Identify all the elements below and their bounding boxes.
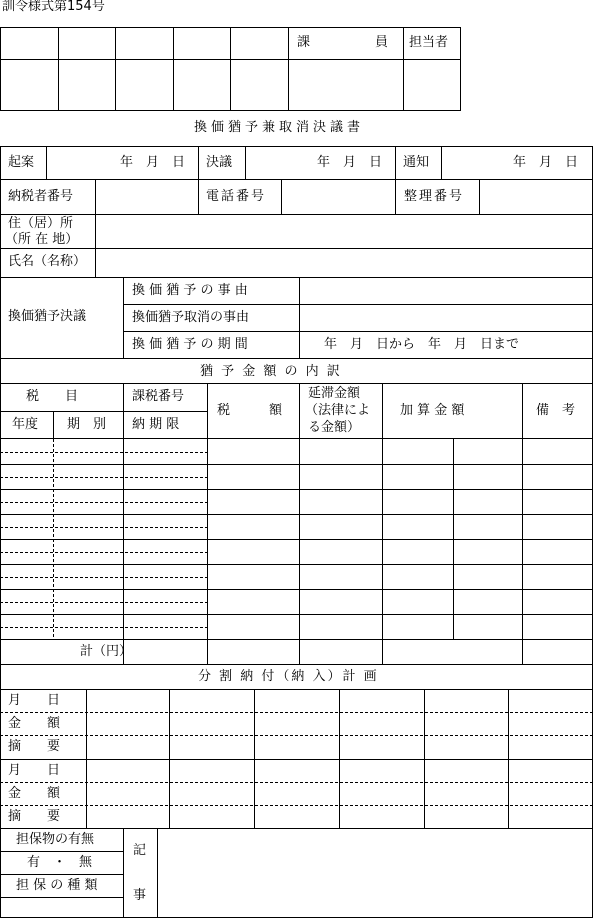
- section-member-label: 課 員: [297, 35, 389, 50]
- plan-month-day-1: 月 日: [8, 693, 61, 708]
- period-label: 換 価 猶 予 の 期 間: [132, 337, 248, 352]
- address-label-1: 住（居）所: [8, 216, 74, 231]
- plan-summary-1: 摘 要: [8, 739, 61, 754]
- period-value: 年 月 日から 年 月 日まで: [324, 337, 520, 352]
- name-label: 氏名（名称）: [8, 254, 87, 269]
- decision-label: 決議: [206, 155, 233, 170]
- notes-label-2: 事: [133, 888, 147, 903]
- period-header: 期 別: [67, 417, 107, 432]
- plan-heading: 分 割 納 付（納 入）計 画: [198, 669, 379, 684]
- form-number: 訓令様式第154号: [2, 0, 105, 14]
- notice-date: 年 月 日: [513, 155, 579, 170]
- notice-label: 通知: [403, 155, 430, 170]
- decision-date: 年 月 日: [317, 155, 383, 170]
- phone-number-label: 電話番号: [206, 189, 267, 204]
- plan-amount-1: 金 額: [8, 716, 61, 731]
- tax-item-header: 税 目: [26, 389, 79, 404]
- plan-amount-2: 金 額: [8, 786, 61, 801]
- collateral-presence-label: 担保物の有無: [16, 832, 95, 847]
- plan-summary-2: 摘 要: [8, 809, 61, 824]
- tax-amount-header: 税 額: [217, 403, 283, 418]
- cancel-reason-label: 換価猶予取消の事由: [132, 310, 250, 325]
- delinquency-header-1: 延滞金額: [308, 386, 361, 401]
- draft-date: 年 月 日: [120, 155, 186, 170]
- breakdown-heading: 猶 予 金 額 の 内 訳: [200, 364, 342, 379]
- taxpayer-number-label: 納税者番号: [8, 189, 74, 204]
- year-header: 年度: [12, 417, 39, 432]
- decision-group-label: 換価猶予決議: [8, 309, 87, 324]
- total-label: 計（円）: [80, 644, 133, 659]
- collateral-yes-no: 有 ・ 無: [27, 855, 93, 870]
- delinquency-header-2: （法律によ: [305, 403, 371, 418]
- reason-label: 換 価 猶 予 の 事 由: [132, 283, 248, 298]
- delinquency-header-3: る金額）: [308, 420, 361, 435]
- plan-month-day-2: 月 日: [8, 763, 61, 778]
- reference-number-label: 整理番号: [404, 189, 465, 204]
- address-label-2: （所 在 地）: [5, 232, 79, 247]
- draft-label: 起案: [8, 155, 35, 170]
- notes-label-1: 記: [133, 843, 147, 858]
- remarks-header: 備 考: [536, 403, 576, 418]
- collateral-kind-label: 担 保 の 種 類: [16, 878, 98, 893]
- addition-header: 加 算 金 額: [400, 403, 465, 418]
- due-date-header: 納 期 限: [132, 417, 180, 432]
- person-in-charge-label: 担当者: [409, 35, 449, 50]
- tax-number-header: 課税番号: [132, 389, 185, 404]
- page-title: 換価猶予兼取消決議書: [194, 120, 365, 135]
